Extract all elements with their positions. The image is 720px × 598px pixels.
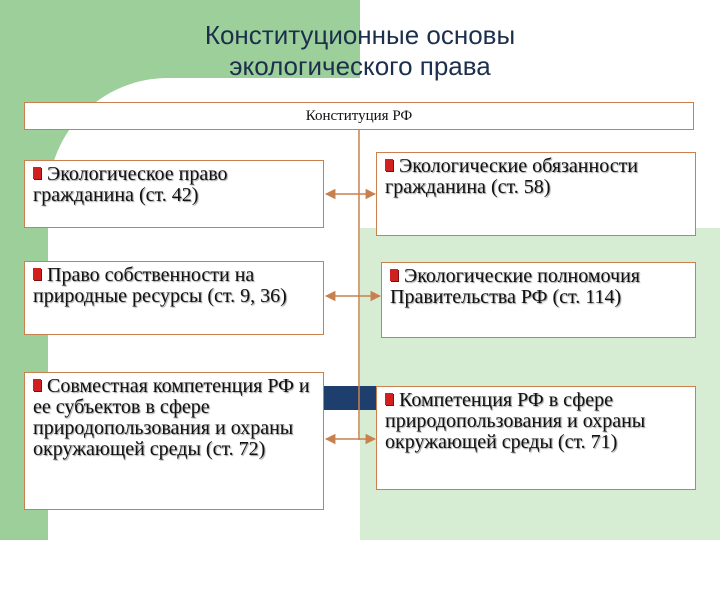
red-marker-icon (390, 269, 398, 281)
right-box-2-text: Экологические полномочия Правительства РФ (ст. 114) (390, 265, 640, 308)
title-line-1: Конституционные основы (204, 20, 516, 50)
left-box-1 (24, 160, 324, 228)
left-box-1-text: Экологическое право гражданина (ст. 42) (33, 163, 228, 206)
right-box-1-text: Экологические обязанности гражданина (ст. 58) (385, 155, 639, 198)
title-line-2: экологического права (229, 51, 491, 81)
left-box-2 (24, 261, 324, 335)
constitution-box: Конституция РФ (24, 102, 694, 130)
red-marker-icon (33, 379, 41, 391)
left-box-3-text: Совместная компетенция РФ и ее субъектов в сфере природопользования и охраны окружающей среды (ст. 72) (33, 375, 310, 460)
red-marker-icon (33, 167, 41, 179)
left-box-3 (24, 372, 324, 510)
left-box-2-text: Право собственности на природные ресурсы (ст. 9, 36) (33, 264, 287, 307)
red-marker-icon (33, 268, 41, 280)
right-box-3 (376, 386, 696, 490)
right-box-3-text: Компетенция РФ в сфере природопользования и охраны окружающей среды (ст. 71) (385, 389, 646, 453)
red-marker-icon (385, 159, 393, 171)
red-marker-icon (385, 393, 393, 405)
right-box-2 (381, 262, 696, 338)
right-box-1 (376, 152, 696, 236)
